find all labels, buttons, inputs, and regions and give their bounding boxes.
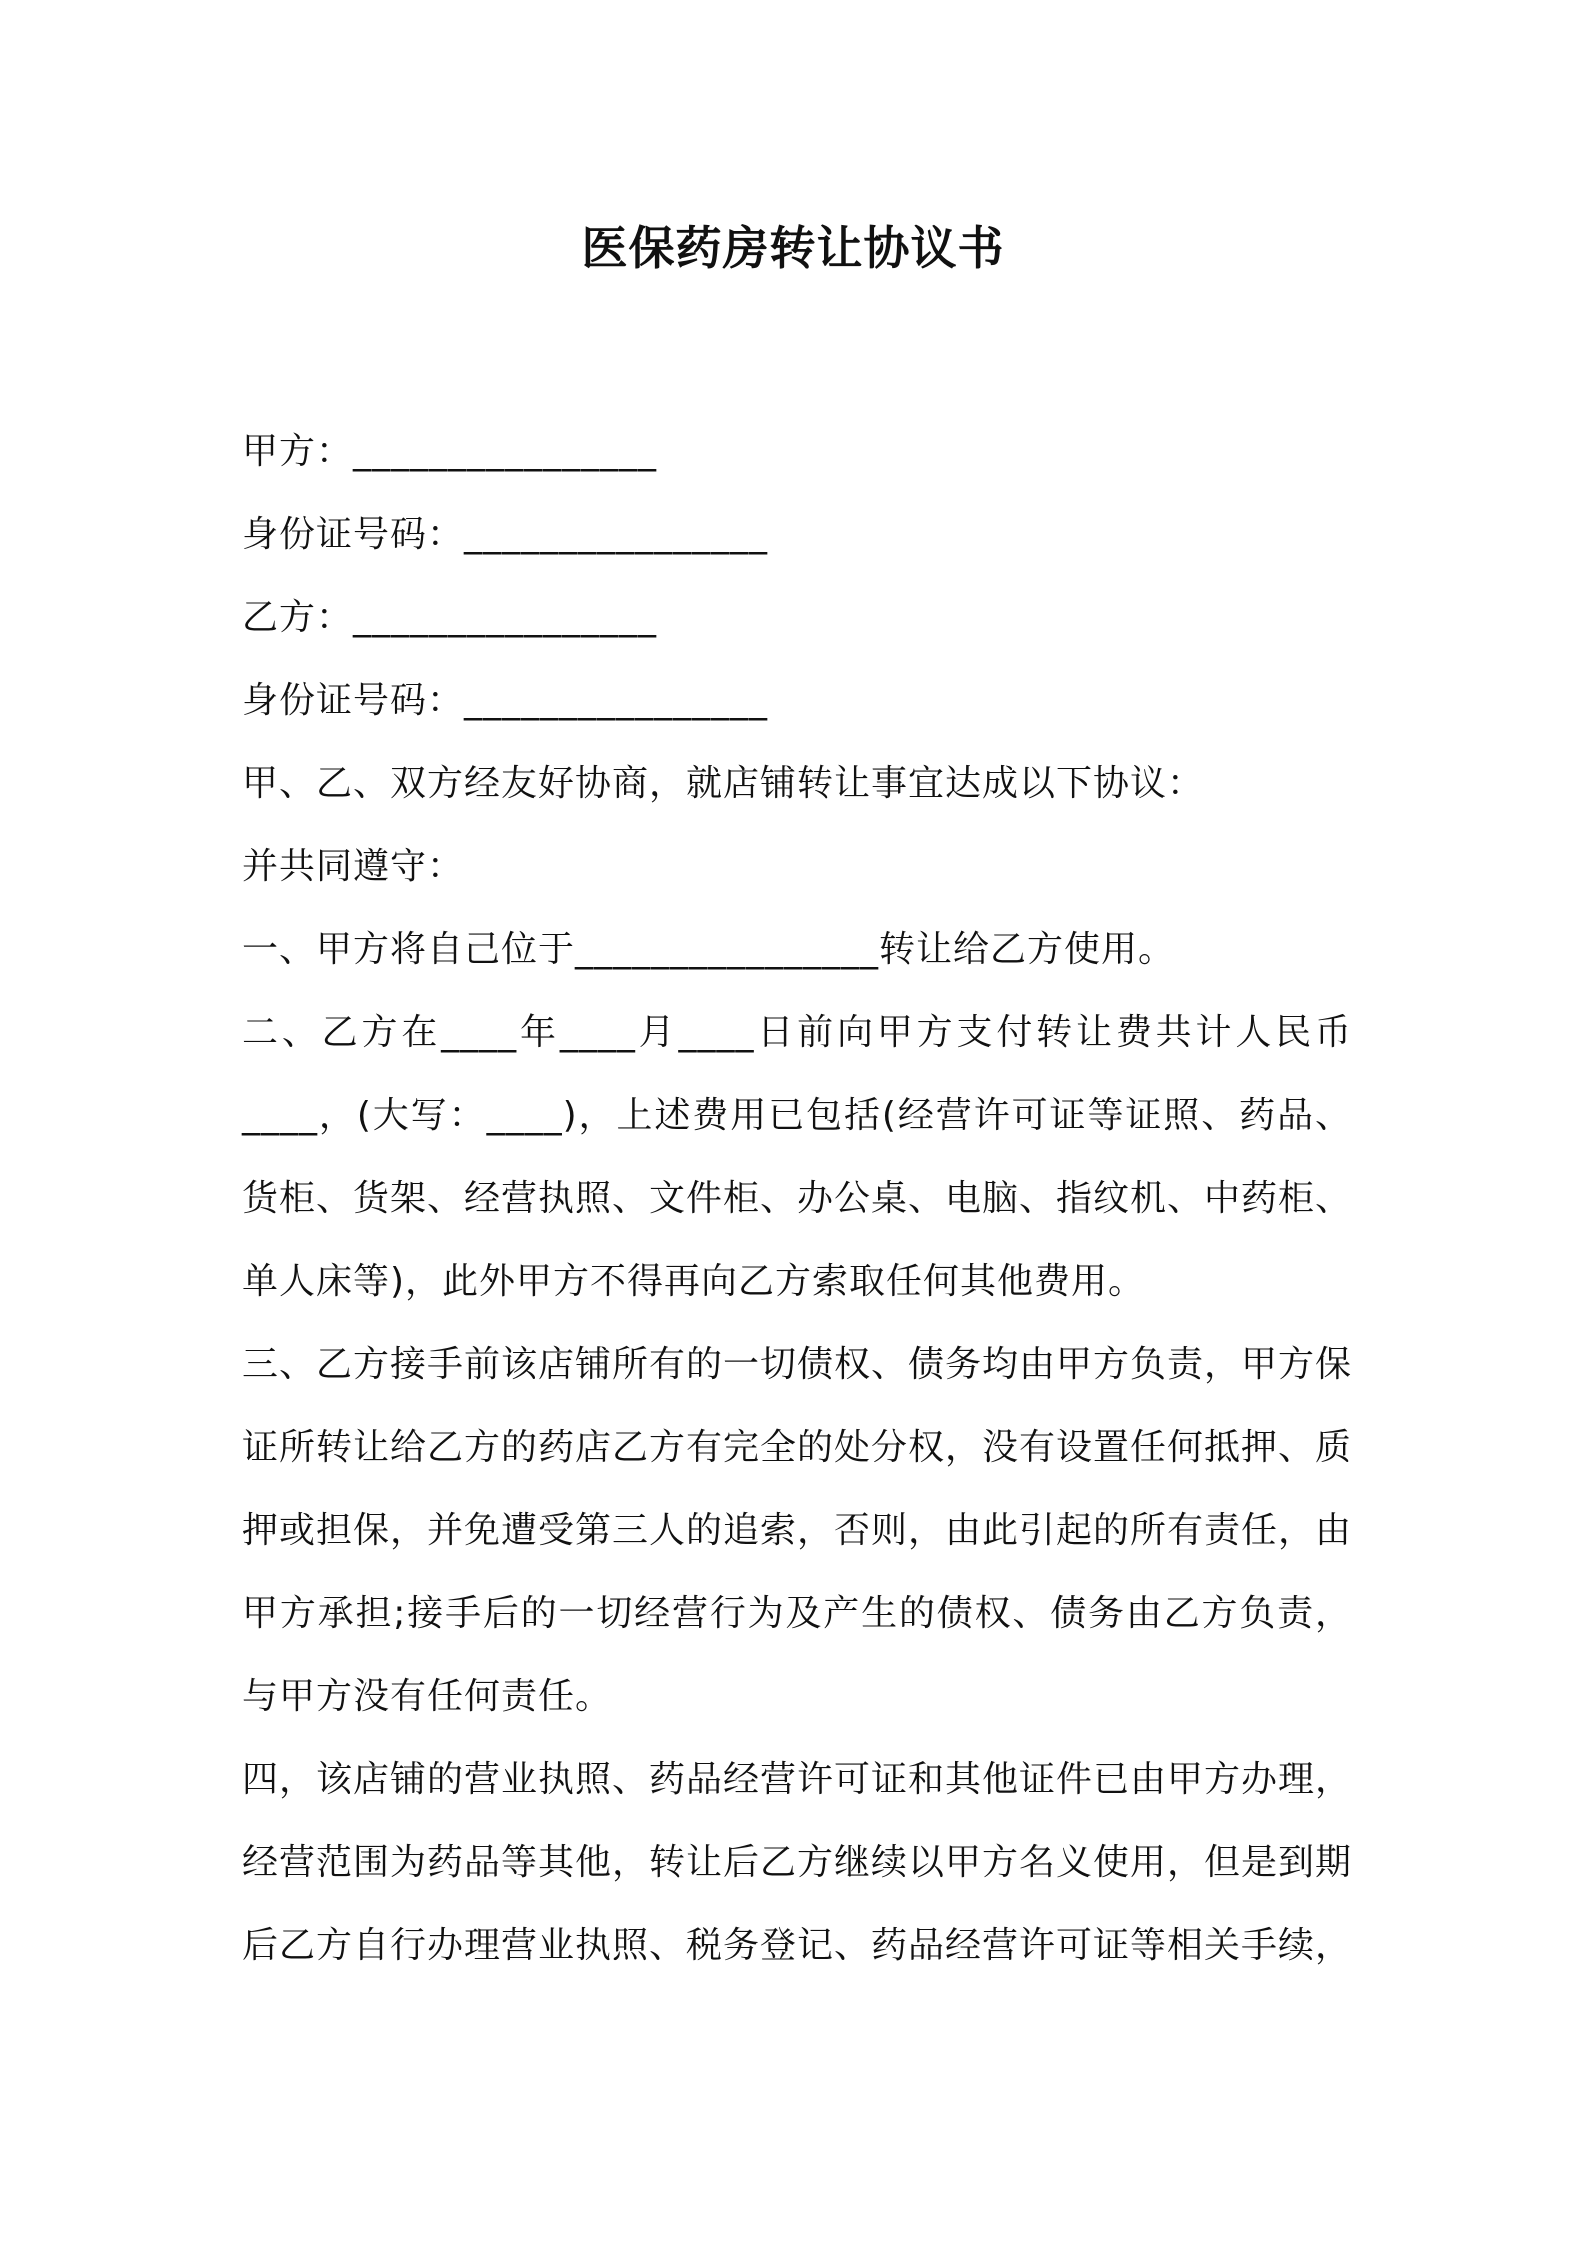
party-b-line: 乙方：________________ xyxy=(242,597,658,638)
party-a-id-line: 身份证号码：________________ xyxy=(242,514,769,555)
document-body xyxy=(242,410,1352,1987)
intro-line-2: 并共同遵守： xyxy=(242,846,465,887)
document-title: 医保药房转让协议书 xyxy=(581,221,1005,275)
clause-3: 三、乙方接手前该店铺所有的一切债权、债务均由甲方负责，甲方保证所转让给乙方的药店乙方有完全的处分权，没有设置任何抵押、质押或担保，并免遭受第三人的追索，否则，由此引起的所有责任，由甲方承担;接手后的一切经营行为及产生的债权、债务由乙方负责，与甲方没有任何责任。 xyxy=(242,1344,1353,1717)
clause-4: 四，该店铺的营业执照、药品经营许可证和其他证件已由甲方办理，经营范围为药品等其他，转让后乙方继续以甲方名义使用，但是到期后乙方自行办理营业执照、税务登记、药品经营许可证等相关手续， xyxy=(242,1759,1353,1966)
party-a-line: 甲方：________________ xyxy=(242,431,658,472)
party-b-id-line: 身份证号码：________________ xyxy=(242,680,769,721)
clause-2: 二、乙方在____年____月____日前向甲方支付转让费共计人民币____，(大写：____)，上述费用已包括(经营许可证等证照、药品、货柜、货架、经营执照、文件柜、办公桌、电脑、指纹机、中药柜、单人床等)，此外甲方不得再向乙方索取任何其他费用。 xyxy=(242,1012,1353,1302)
clause-1: 一、甲方将自己位于________________转让给乙方使用。 xyxy=(242,929,1176,970)
intro-line-1: 甲、乙、双方经友好协商，就店铺转让事宜达成以下协议： xyxy=(242,763,1205,804)
